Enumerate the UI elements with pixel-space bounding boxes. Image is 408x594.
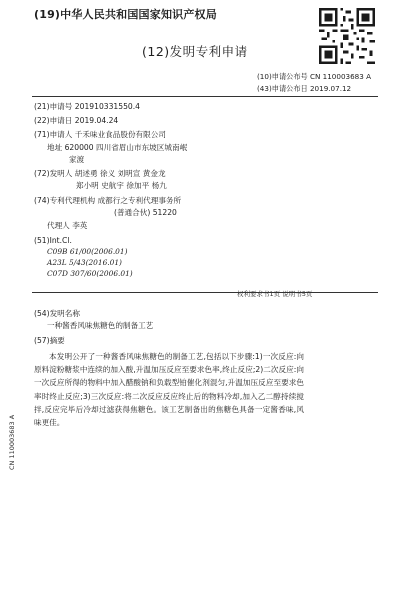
publication-number: (10)申请公布号 CN 110003683 A — [257, 72, 372, 81]
address-line-2: 家渡 — [69, 155, 85, 164]
agent: 代理人 李英 — [47, 221, 88, 230]
section-divider — [32, 292, 378, 293]
document-type-title: (12)发明专利申请 — [142, 44, 248, 59]
abstract-label: (57)摘要 — [34, 336, 65, 345]
address-line-1: 地址 620000 四川省眉山市东坡区城南岷 — [47, 143, 188, 152]
ipc-class: C07D 307/60(2006.01) — [47, 269, 133, 278]
inventors-line-1: (72)发明人 胡述勇 徐义 刘明宣 黄金龙 — [34, 169, 166, 178]
ipc-class: A23L 5/43(2016.01) — [47, 258, 122, 267]
qr-code-icon — [319, 8, 375, 64]
application-date: (22)申请日 2019.04.24 — [34, 116, 119, 125]
int-cl-label: (51)Int.Cl. — [34, 236, 72, 245]
application-number: (21)申请号 201910331550.4 — [34, 102, 141, 111]
ipc-class: C09B 61/00(2006.01) — [47, 247, 128, 256]
applicant: (71)申请人 千禾味业食品股份有限公司 — [34, 130, 166, 139]
header-divider — [32, 96, 378, 97]
patent-agency-line-1: (74)专利代理机构 成都行之专利代理事务所 — [34, 196, 182, 205]
side-publication-number: CN 110003683 A — [8, 414, 16, 470]
abstract-text: 本发明公开了一种酱香风味焦糖色的制备工艺,包括以下步骤:1)一次反应:向原料淀粉糖浆中连续的加入酸,升温加压反应至要求色率,终止反应;2)二次反应:向一次反应所得的物料中加入醋酸钠和负载型铂催化剂混匀,升温加压反应至要求色率时终止反应;3)三次反应:将二次反应反应终止后的物料冷却,加入乙二醇持续搅拌,反应完毕后冷却过滤获得焦糖色。该工艺制备出的焦糖色具备一定酱香味,风味更佳。 — [34, 352, 304, 428]
authority-title: (19)中华人民共和国国家知识产权局 — [34, 8, 217, 21]
patent-agency-line-2: (普通合伙) 51220 — [114, 208, 177, 217]
invention-title-label: (54)发明名称 — [34, 309, 80, 318]
invention-title: 一种酱香风味焦糖色的制备工艺 — [47, 321, 154, 330]
publication-date: (43)申请公布日 2019.07.12 — [257, 84, 352, 93]
inventors-line-2: 郑小明 史航宇 徐加平 杨九 — [76, 181, 167, 190]
page-count: 权利要求书1页 说明书5页 — [237, 290, 313, 298]
